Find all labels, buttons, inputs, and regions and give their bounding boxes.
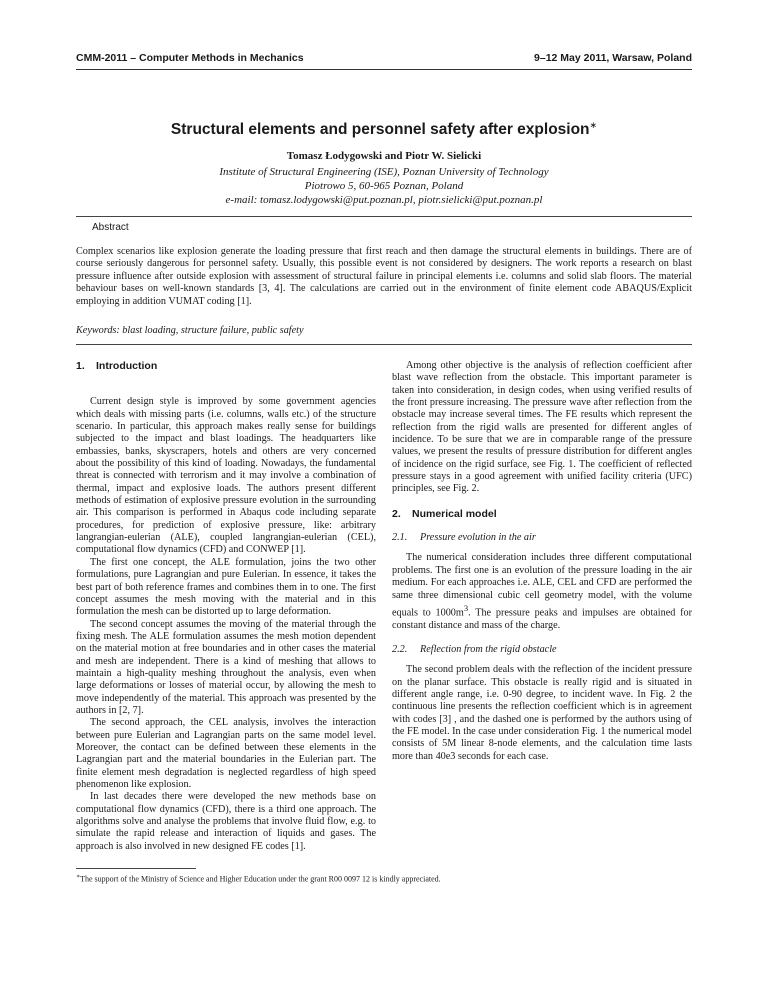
abstract-top-rule: [76, 216, 692, 217]
intro-paragraph-2: The first one concept, the ALE formulation, joins the two other formulations, pure Lagrangian and pure Eulerian. In essence, it takes the best part of both reference frames and combines them in to one. The first concept assumes the mesh moving with the material and in this formulation the mesh can be distorted up to large deformation.: [76, 556, 376, 618]
subsection-pressure-evolution-heading: 2.1. Pressure evolution in the air: [392, 532, 536, 544]
pressure-evolution-paragraph: The numerical consideration includes three different computational problems. The first one is an evolution of the pressure loading in the air medium. For each approaches i.e. ALE, CEL and CFD are performed the same three dimensional cubic cell geometry model, with the volume equals to $1000m^3$. The pressure peaks and impulses are obtained for constant distance and mass of the charge.: [392, 552, 693, 631]
reflection-paragraph: The second problem deals with the reflection of the incident pressure on the planar surface. This obstacle is really rigid and is situated in different angle range, i.e. 0-90 degree, to incident wave. In Fig. 2 the continuous line presents the reflection coefficient which is in agreement with codes [3] , and the dashed one is performed by the authors using of the FE model. In the case under consideration Fig. 1 the numerical model consists of 5M linear 8-node elements, and the calculation time lasts more than 40e3 seconds for each case.: [392, 664, 692, 762]
abstract-heading: Abstract: [92, 222, 129, 233]
intro-paragraph-3: The second concept assumes the moving of the material through the fixing mesh. The ALE formulation assumes the mesh motion dependent on the material motion at free boundaries and in other cases the material and mesh are independent. There is a kind of meshing that allows to maintain a high-quality meshing throughout the analysis, even when large deformations or losses of material occur, by allowing the mesh to move independently of the material. This approach was presented by the authors in [2, 7].: [76, 618, 376, 716]
intro-paragraph-4: The second approach, the CEL analysis, involves the interaction between pure Eulerian and Lagrangian parts on the same model level. Moreover, the contact can be defined between these elements in the Lagrangian part and the material boundaries in the Eulerian part. The finite element mesh degradation is neglected regardless of high speed phenomenon like explosion.: [76, 717, 376, 790]
affiliation: Institute of Structural Engineering (ISE), Poznan University of Technology: [219, 166, 549, 178]
left-column: [76, 360, 376, 853]
section-numerical-model-heading: 2. Numerical model: [392, 507, 497, 520]
email: e-mail: tomasz.lodygowski@put.poznan.pl, piotr.sielicki@put.poznan.pl: [225, 194, 543, 206]
header-rule: [76, 69, 692, 70]
intro-paragraph-5: In last decades there were developed the new methods base on computational flow dynamics (CFD), there is a third one approach. The algorithms solve and analyse the problems that involve fluid flow, e.g. to simulate the rapid release and interaction of liquids and gases. The approach is also involved in new designed FE codes [1].: [76, 791, 376, 852]
right-column: [392, 360, 692, 763]
footnote: ∗The support of the Ministry of Science and Higher Education under the grant R00 0097 12 is kindly appreciated.: [76, 874, 441, 884]
abstract-bottom-rule: [76, 344, 692, 345]
subsection-reflection-heading: 2.2. Reflection from the rigid obstacle: [392, 643, 557, 655]
title-footnote-mark: ∗: [589, 120, 598, 130]
section-introduction-heading: 1. Introduction: [76, 360, 158, 372]
running-header-right: 9–12 May 2011, Warsaw, Poland: [534, 52, 692, 64]
footnote-rule: [76, 868, 196, 869]
intro-paragraph-1: Current design style is improved by some government agencies which deals with missing parts (i.e. columns, walls etc.) of the structure scenario. In particular, this approach makes really sense for buildings subjected to the impact and blast loadings. The headquarters like embassies, banks, skyscrapers, hotels and others are very concerned about the possibility of this kind of loading. Nowadays, the fundamental threat is connected with terrorism and it may involve a combination of thermal, impact and explosive loads. The authors present different methods of estimation of explosive pressure evolution in the surrounding air. This comparison is performed in Abaqus code including separate procedures, for prediction of explosive pressure, like: arbitrary langrangian-eulerian (ALE), coupled langrangian-eulerian (CEL), computational flow dynamics (CFD) and CONWEP [1].: [76, 396, 376, 556]
authors: Tomasz Łodygowski and Piotr W. Sielicki: [286, 150, 482, 162]
running-header-left: CMM-2011 – Computer Methods in Mechanics: [76, 52, 304, 64]
abstract-text: Complex scenarios like explosion generate the loading pressure that first reach and then damage the structural elements in buildings. There are of course seriously dangerous for personnel safety. Usually, this possible event is not considered by designers. The work reports a research on blast pressure influence after outside explosion with assessment of structural failure in principal elements i.e. columns and solid slab floors. The material behaviour bases on well-known standards [3, 4]. The calculations are carried out in the environment of finite element code ABAQUS/Explicit employing in addition VUMAT coding [1].: [76, 246, 692, 307]
right-paragraph-1: Among other objective is the analysis of reflection coefficient after blast wave reflection from the obstacle. This important parameter is taken into consideration, in design codes, when using verified results of the front pressure increasing. The pressure wave after reflection from the obstacle may increase several times. The FE results which represent the reflection from the rigid walls are presented for different angles of incidence. To be sure that we are in comparable range of the pressure values, we present the results of pressure distribution for different angles of incidence on the rigid surface, see Fig. 1. The coefficient of reflected pressure stays in a good agreement with unified facility criteria (UFC) principles, see Fig. 2.: [392, 360, 692, 495]
keywords: Keywords: blast loading, structure failure, public safety: [76, 325, 304, 336]
address: Piotrowo 5, 60-965 Poznan, Poland: [304, 180, 464, 192]
paper-title: Structural elements and personnel safety after explosion∗: [170, 120, 598, 139]
